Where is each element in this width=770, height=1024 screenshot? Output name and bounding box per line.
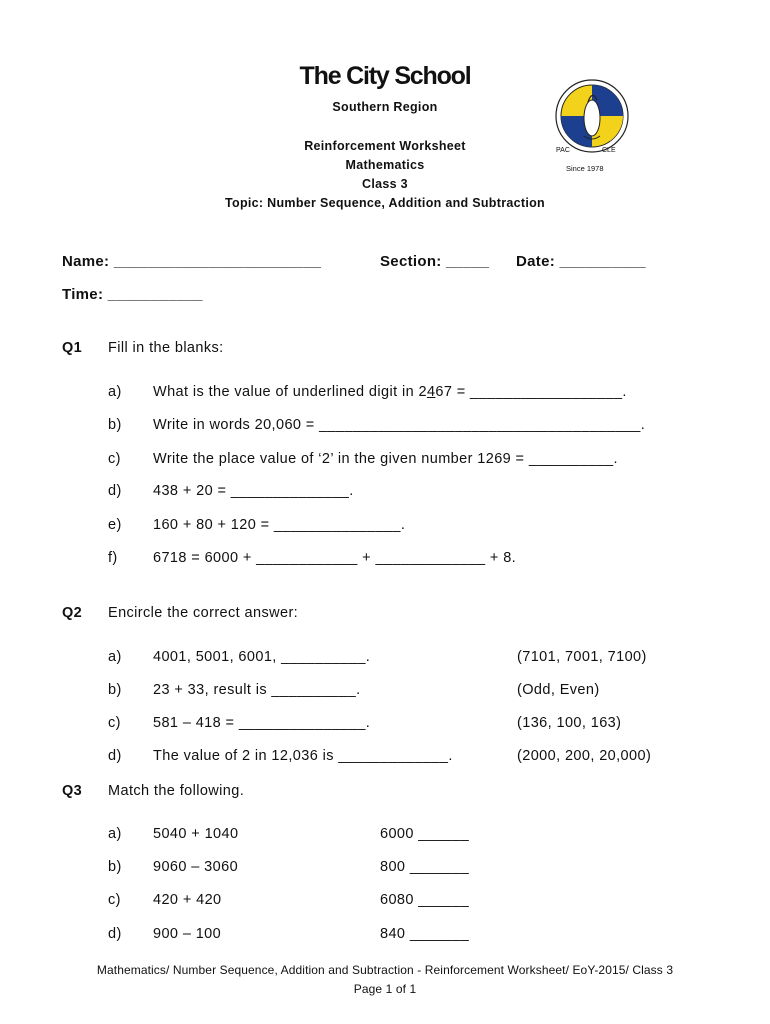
q3-a-left: 5040 + 1040 <box>153 826 239 842</box>
page-number: Page 1 of 1 <box>353 982 417 996</box>
q1-c-letter: c) <box>108 451 121 467</box>
school-title: The City School <box>299 62 471 90</box>
q2-d-options[interactable]: (2000, 200, 20,000) <box>517 748 652 764</box>
q3-a-letter: a) <box>108 826 122 842</box>
topic-label: Topic: Number Sequence, Addition and Subtraction <box>225 196 545 210</box>
name-field[interactable]: Name: ________________________ <box>62 253 322 270</box>
q3-d-letter: d) <box>108 926 122 942</box>
q3-b-right[interactable]: 800 _______ <box>380 859 470 875</box>
q1-f-letter: f) <box>108 550 118 566</box>
q3-c-left: 420 + 420 <box>153 892 222 908</box>
q2-number: Q2 <box>62 605 83 621</box>
logo-since: Since 1978 <box>566 164 604 173</box>
school-logo <box>552 76 632 176</box>
q1-c-text[interactable]: Write the place value of ‘2’ in the given number 1269 = __________. <box>153 451 618 467</box>
q3-number: Q3 <box>62 783 83 799</box>
section-field[interactable]: Section: _____ <box>380 253 490 270</box>
class-label: Class 3 <box>362 177 408 191</box>
q1-d-text[interactable]: 438 + 20 = ______________. <box>153 483 354 499</box>
q3-b-left: 9060 – 3060 <box>153 859 239 875</box>
q2-a-text[interactable]: 4001, 5001, 6001, __________. <box>153 649 371 665</box>
q2-c-options[interactable]: (136, 100, 163) <box>517 715 622 731</box>
logo-text-left: PAC <box>556 147 570 154</box>
q2-b-options[interactable]: (Odd, Even) <box>517 682 600 698</box>
q2-a-options[interactable]: (7101, 7001, 7100) <box>517 649 647 665</box>
q1-a-pre: What is the value of underlined digit in 2 <box>153 384 427 400</box>
q3-b-letter: b) <box>108 859 122 875</box>
q1-a-letter: a) <box>108 384 122 400</box>
q1-e-text[interactable]: 160 + 80 + 120 = _______________. <box>153 517 406 533</box>
q3-d-left: 900 – 100 <box>153 926 222 942</box>
q3-a-right[interactable]: 6000 ______ <box>380 826 470 842</box>
q1-instruction: Fill in the blanks: <box>108 340 224 356</box>
q1-a-text[interactable] <box>153 384 627 400</box>
q1-number: Q1 <box>62 340 83 356</box>
school-crest-icon <box>552 76 632 176</box>
footer-line: Mathematics/ Number Sequence, Addition and Subtraction - Reinforcement Worksheet/ EoY-2015/ Class 3 <box>96 963 674 977</box>
q2-a-letter: a) <box>108 649 122 665</box>
q2-d-text[interactable]: The value of 2 in 12,036 is _____________. <box>153 748 453 764</box>
q2-c-text[interactable]: 581 – 418 = _______________. <box>153 715 371 731</box>
q3-instruction: Match the following. <box>108 783 245 799</box>
q3-d-right[interactable]: 840 _______ <box>380 926 470 942</box>
q1-a-underlined-digit: 4 <box>426 384 436 400</box>
q1-b-text[interactable]: Write in words 20,060 = ______________________________________. <box>153 417 646 433</box>
worksheet-label: Reinforcement Worksheet <box>304 139 466 153</box>
q1-d-letter: d) <box>108 483 122 499</box>
time-field[interactable]: Time: ___________ <box>62 286 203 303</box>
date-field[interactable]: Date: __________ <box>516 253 646 270</box>
q3-c-letter: c) <box>108 892 121 908</box>
subject-label: Mathematics <box>345 158 425 172</box>
q2-b-text[interactable]: 23 + 33, result is __________. <box>153 682 361 698</box>
q2-d-letter: d) <box>108 748 122 764</box>
q1-e-letter: e) <box>108 517 122 533</box>
q1-a-post: 67 = __________________. <box>435 384 627 400</box>
logo-text-right: CLE <box>602 147 616 154</box>
region-label: Southern Region <box>332 100 438 114</box>
q1-b-letter: b) <box>108 417 122 433</box>
q2-instruction: Encircle the correct answer: <box>108 605 299 621</box>
q3-c-right[interactable]: 6080 ______ <box>380 892 470 908</box>
q2-b-letter: b) <box>108 682 122 698</box>
q1-f-text[interactable]: 6718 = 6000 + ____________ + _____________ + 8. <box>153 550 517 566</box>
q2-c-letter: c) <box>108 715 121 731</box>
